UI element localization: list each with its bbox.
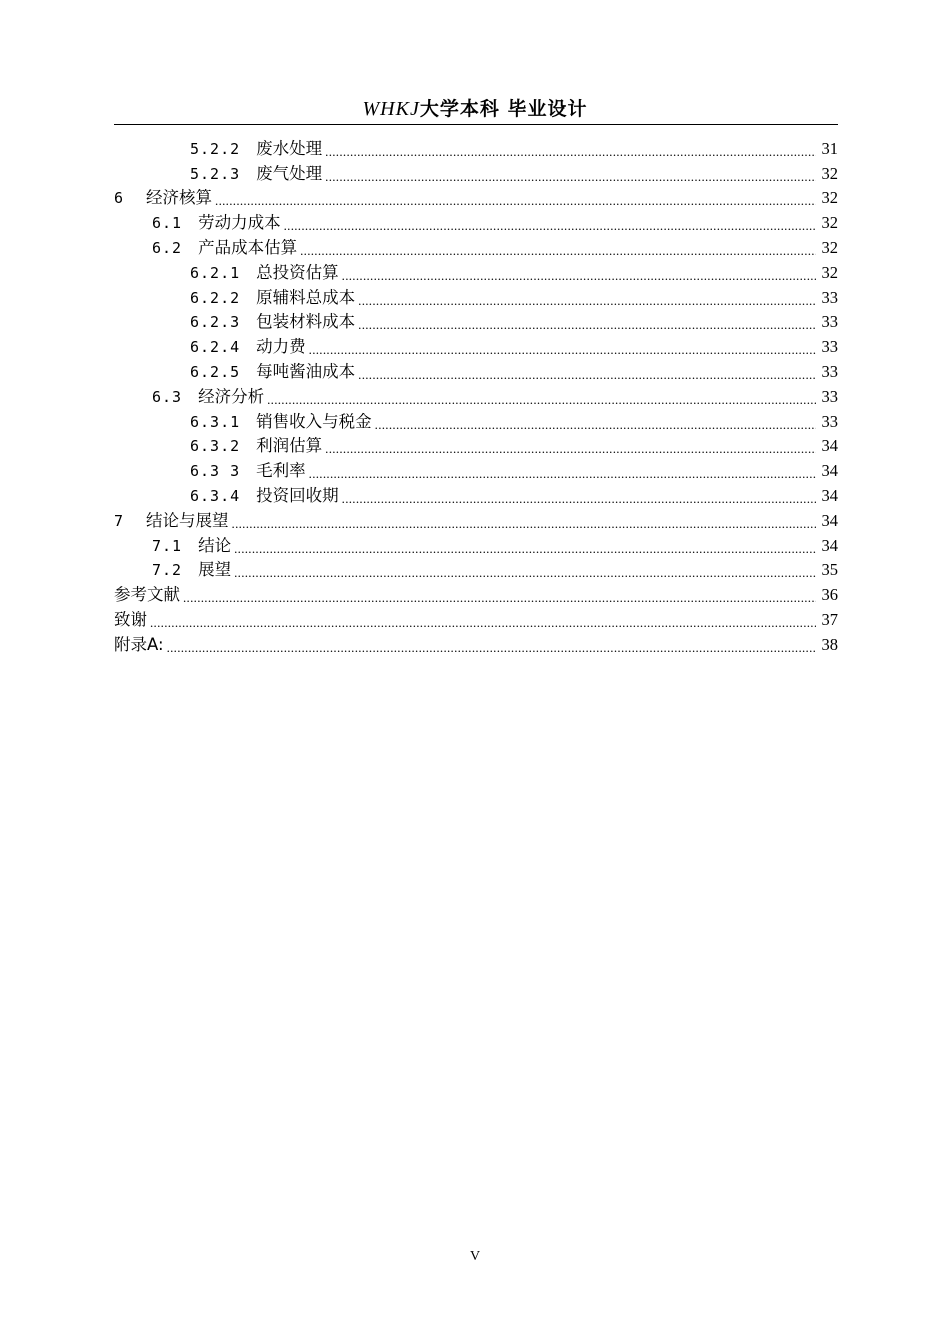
toc-entry[interactable] [114,358,838,383]
toc-dot-leader [300,237,816,259]
toc-entry-title: 结论 [198,535,232,555]
toc-dot-leader [150,609,816,631]
toc-entry-number: 6.2.3 [190,313,241,332]
toc-dot-leader [325,138,816,160]
toc-entry-page: 36 [821,585,838,605]
header-title: 大学本科 毕业设计 [419,98,588,120]
toc-entry-title: 销售收入与税金 [256,411,372,431]
toc-dot-leader [358,287,816,309]
toc-entry-title: 附录A: [114,634,164,654]
toc-entry[interactable] [114,309,838,334]
toc-dot-leader [234,535,816,557]
toc-entry-number: 6.2 [152,238,183,257]
toc-entry-number: 6.1 [152,214,183,233]
page-number: V [469,1249,481,1264]
toc-entry-title: 原辅料总成本 [256,287,356,307]
toc-entry[interactable] [114,408,838,433]
toc-entry-number: 6.2.4 [190,338,241,357]
toc-entry-number: 6.3 [152,387,183,406]
toc-dot-leader [325,435,816,457]
toc-entry-page: 33 [821,312,838,332]
toc-entry[interactable] [114,259,838,284]
toc-entry[interactable] [114,185,838,210]
toc-entry-number: 6.2.1 [190,263,241,282]
toc-entry-number: 7.1 [152,536,183,555]
toc-dot-leader [375,411,816,433]
page-header [0,94,950,121]
toc-dot-leader [309,460,816,482]
toc-entry[interactable] [114,532,838,557]
toc-entry-page: 32 [821,163,838,183]
toc-entry-page: 34 [821,510,838,530]
toc-entry[interactable] [114,631,838,656]
toc-entry[interactable] [114,507,838,532]
toc-entry-page: 37 [821,609,838,629]
toc-entry-page: 32 [821,213,838,233]
header-rule [114,124,838,125]
toc-entry[interactable] [114,160,838,185]
toc-entry[interactable] [114,457,838,482]
toc-entry[interactable] [114,557,838,582]
toc-entry-title: 动力费 [256,337,306,357]
toc-entry[interactable] [114,606,838,631]
table-of-contents [114,135,838,656]
toc-entry-number: 5.2.3 [190,164,241,183]
toc-entry-page: 33 [821,287,838,307]
toc-entry[interactable] [114,234,838,259]
toc-entry-page: 38 [821,634,838,654]
toc-entry-title: 致谢 [114,609,147,629]
toc-entry-title: 包装材料成本 [256,312,356,332]
toc-entry[interactable] [114,581,838,606]
toc-entry-title: 毛利率 [256,461,306,481]
toc-entry-number: 6 [114,189,125,208]
toc-dot-leader [309,336,816,358]
toc-entry[interactable] [114,135,838,160]
toc-dot-leader [234,559,816,581]
toc-entry-number: 6.3.4 [190,486,241,505]
toc-entry-page: 32 [821,188,838,208]
toc-entry-page: 33 [821,411,838,431]
toc-entry-title: 投资回收期 [256,485,339,505]
toc-dot-leader [215,187,816,209]
toc-dot-leader [183,584,816,606]
toc-entry-page: 34 [821,485,838,505]
toc-entry-title: 总投资估算 [256,262,339,282]
toc-entry-page: 31 [821,138,838,158]
toc-entry[interactable] [114,433,838,458]
toc-entry-title: 参考文献 [114,585,180,605]
toc-dot-leader [358,311,816,333]
toc-dot-leader [167,634,816,656]
toc-entry-title: 展望 [198,560,232,580]
toc-entry-page: 32 [821,262,838,282]
toc-dot-leader [232,510,816,532]
toc-entry-number: 5.2.2 [190,139,241,158]
toc-dot-leader [358,361,816,383]
toc-entry-number: 6.2.5 [190,362,241,381]
toc-entry-page: 34 [821,535,838,555]
toc-entry[interactable] [114,482,838,507]
toc-entry-page: 33 [821,361,838,381]
toc-entry-number: 6.3.1 [190,412,241,431]
toc-entry[interactable] [114,383,838,408]
toc-entry[interactable] [114,209,838,234]
toc-entry-title: 每吨酱油成本 [256,361,356,381]
toc-entry-number: 6.3.2 [190,437,241,456]
toc-entry-page: 34 [821,436,838,456]
toc-dot-leader [267,386,816,408]
toc-entry-page: 34 [821,461,838,481]
toc-entry-page: 35 [821,560,838,580]
toc-entry-page: 33 [821,386,838,406]
toc-entry-title: 劳动力成本 [198,213,281,233]
toc-entry[interactable] [114,284,838,309]
toc-entry-title: 废气处理 [256,163,323,183]
toc-entry-title: 产品成本估算 [198,237,298,257]
toc-dot-leader [342,262,816,284]
toc-dot-leader [342,485,816,507]
toc-entry-page: 33 [821,337,838,357]
toc-entry-title: 经济核算 [146,188,213,208]
toc-entry-title: 利润估算 [256,436,323,456]
toc-entry-number: 7.2 [152,561,183,580]
toc-dot-leader [284,212,816,234]
toc-entry-number: 6.3 3 [190,462,241,481]
toc-entry[interactable] [114,333,838,358]
toc-entry-page: 32 [821,237,838,257]
toc-entry-title: 废水处理 [256,138,323,158]
header-brand: WHKJ [362,98,420,120]
toc-entry-number: 6.2.2 [190,288,241,307]
toc-entry-title: 经济分析 [198,386,265,406]
toc-entry-number: 7 [114,511,125,530]
toc-entry-title: 结论与展望 [146,510,229,530]
toc-dot-leader [325,163,816,185]
